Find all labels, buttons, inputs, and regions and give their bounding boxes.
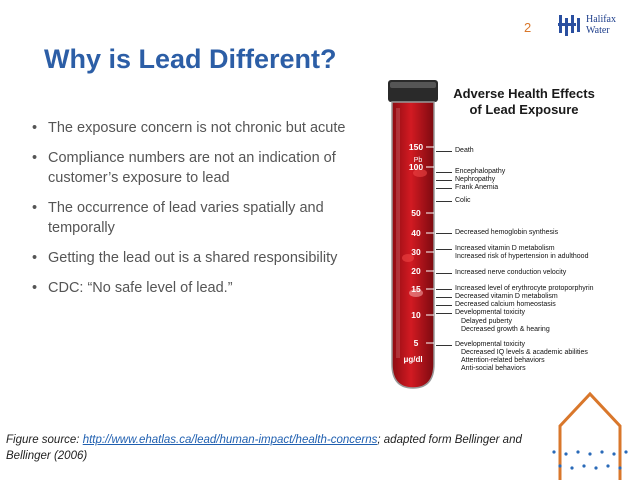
health-effect-label: Frank Anemia — [455, 184, 499, 191]
tube-level-label: 100 — [408, 162, 424, 172]
leader-arrow-icon — [436, 345, 452, 346]
health-effect-label: Attention-related behaviors — [461, 357, 545, 364]
tube-level-label: 30 — [411, 247, 421, 257]
bullet-item — [30, 248, 348, 268]
leader-arrow-icon — [436, 305, 452, 306]
bullet-marker: • — [32, 150, 38, 166]
source-prefix: Figure source: — [6, 434, 83, 446]
health-effect-label: Decreased growth & hearing — [461, 326, 550, 333]
leader-arrow-icon — [436, 273, 452, 274]
bullet-text: The occurrence of lead varies spatially and temporally — [48, 200, 324, 236]
bullet-marker: • — [32, 120, 38, 136]
leader-arrow-icon — [436, 297, 452, 298]
health-effect-label: Increased vitamin D metabolism — [455, 245, 555, 252]
bullet-item — [30, 148, 348, 188]
health-effect-label: Death — [455, 147, 474, 154]
bullet-text: Getting the lead out is a shared responsibility — [48, 250, 338, 266]
bullet-marker: • — [32, 250, 38, 266]
health-effect-label: Decreased vitamin D metabolism — [455, 293, 558, 300]
slide-title: Why is Lead Different? — [44, 44, 337, 74]
health-effect-label: Increased level of erythrocyte protoporphyrin — [455, 285, 594, 292]
unit-label: μg/dl — [403, 355, 423, 364]
health-effect-label: Decreased hemoglobin synthesis — [455, 229, 559, 236]
test-tube-illustration — [380, 78, 460, 394]
health-effect-label: Developmental toxicity — [455, 341, 526, 348]
health-effect-label: Nephropathy — [455, 176, 496, 183]
leader-arrow-icon — [436, 188, 452, 189]
figure-title-line2: of Lead Exposure — [469, 102, 579, 117]
health-effect-label: Decreased IQ levels & academic abilities — [461, 349, 588, 356]
bullet-marker: • — [32, 200, 38, 216]
tube-level-label: 5 — [413, 338, 419, 348]
tube-level-label: 20 — [411, 266, 421, 276]
bullet-marker: • — [32, 280, 38, 296]
logo-text-line1: Halifax — [586, 14, 616, 25]
bullet-item — [30, 118, 348, 138]
logo-mark-icon — [556, 12, 584, 38]
leader-arrow-icon — [436, 180, 452, 181]
bullet-list — [30, 118, 348, 308]
halifax-water-logo — [556, 12, 626, 40]
tube-level-label: 150 — [408, 142, 424, 152]
house-decoration-icon — [540, 386, 640, 480]
source-link[interactable]: http://www.ehatlas.ca/lead/human-impact/health-concerns — [82, 434, 378, 446]
bullet-item — [30, 278, 348, 298]
figure-title — [446, 86, 602, 118]
bullet-item — [30, 198, 348, 238]
leader-arrow-icon — [436, 249, 452, 250]
figure-source — [6, 432, 546, 464]
health-effect-label: Delayed puberty — [461, 318, 512, 325]
leader-arrow-icon — [436, 289, 452, 290]
tube-level-label: 15 — [411, 284, 421, 294]
logo-text-line2: Water — [586, 25, 610, 36]
health-effect-label: Developmental toxicity — [455, 309, 526, 316]
source-suffix: ; adapted form Bellinger and Bellinger (2006) — [6, 434, 522, 462]
leader-arrow-icon — [436, 233, 452, 234]
tube-level-label: 10 — [411, 310, 421, 320]
health-effect-label: Colic — [455, 197, 471, 204]
health-effect-label: Increased risk of hypertension in adulthood — [455, 253, 589, 260]
leader-arrow-icon — [436, 313, 452, 314]
health-effect-label: Increased nerve conduction velocity — [455, 269, 567, 276]
tube-level-label: 50 — [411, 208, 421, 218]
bullet-text: The exposure concern is not chronic but acute — [48, 120, 346, 136]
pb-label: Pb — [413, 157, 423, 164]
bullet-text: Compliance numbers are not an indication of customer’s exposure to lead — [48, 150, 336, 186]
health-effect-label: Encephalopathy — [455, 168, 506, 175]
page-number: 2 — [524, 20, 532, 35]
health-effect-label: Decreased calcium homeostasis — [455, 301, 556, 308]
leader-arrow-icon — [436, 151, 452, 152]
leader-arrow-icon — [436, 172, 452, 173]
bullet-text: CDC: “No safe level of lead.” — [48, 280, 233, 296]
tube-level-label: 40 — [411, 228, 421, 238]
figure-title-line1: Adverse Health Effects — [453, 86, 595, 101]
health-effect-label: Anti-social behaviors — [461, 365, 526, 372]
leader-arrow-icon — [436, 201, 452, 202]
